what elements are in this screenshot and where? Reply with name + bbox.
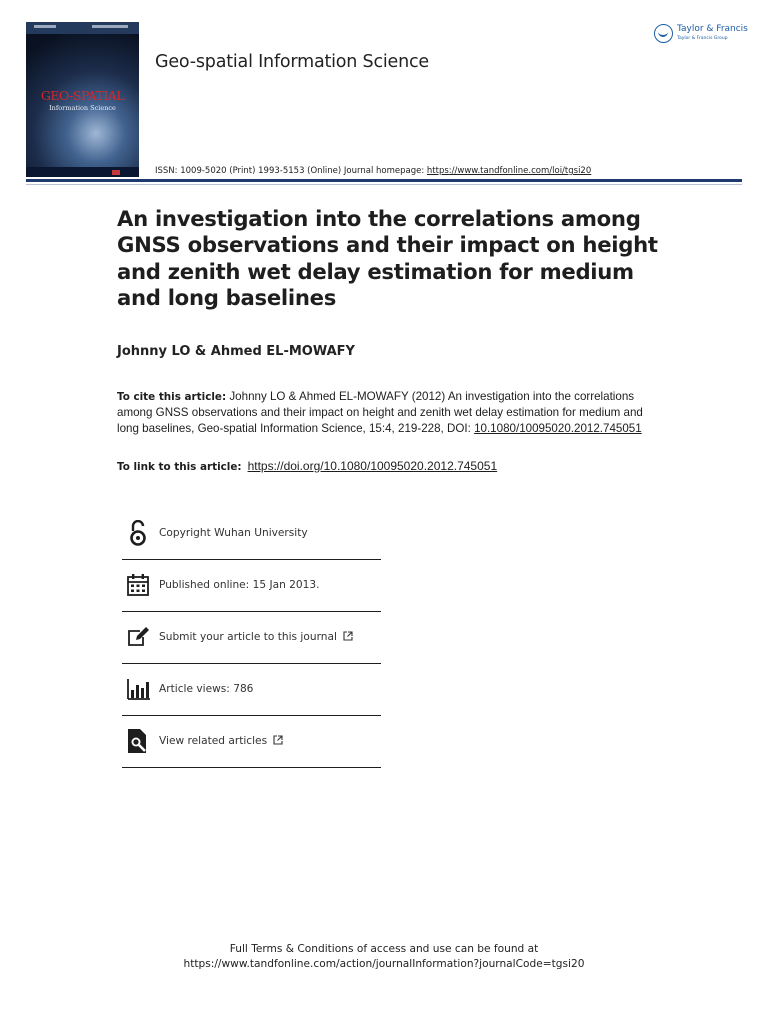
article-info-list: [122, 508, 381, 768]
related-articles-link[interactable]: View related articles: [159, 735, 283, 747]
cover-subtitle: Information Science: [49, 104, 116, 112]
article-link-line: [117, 459, 497, 473]
calendar-icon: [126, 572, 150, 598]
list-item-copyright: [122, 508, 381, 560]
header-divider: [26, 179, 742, 182]
list-item-published: [122, 560, 381, 612]
list-item-related[interactable]: [122, 716, 381, 768]
list-item-views: [122, 664, 381, 716]
terms-link[interactable]: https://www.tandfonline.com/action/journalInformation?journalCode=tgsi20: [183, 958, 585, 970]
terms-text: Full Terms & Conditions of access and use can be found at: [229, 943, 539, 955]
article-authors: Johnny LO & Ahmed EL-MOWAFY: [117, 344, 355, 359]
bar-chart-icon: [126, 676, 150, 702]
issn-text: ISSN: 1009-5020 (Print) 1993-5153 (Online) Journal homepage:: [155, 166, 425, 176]
open-access-lock-icon: [126, 520, 150, 546]
issn-line: [155, 166, 591, 176]
list-item-submit[interactable]: [122, 612, 381, 664]
external-link-icon: [273, 735, 283, 745]
article-views: Article views: 786: [159, 683, 254, 695]
citation-doi-link[interactable]: 10.1080/10095020.2012.745051: [474, 421, 642, 435]
article-title: An investigation into the correlations among GNSS observations and their impact on height and zenith wet delay estimation for medium and long baselines: [117, 206, 658, 310]
document-search-icon: [126, 728, 150, 754]
publisher-name: Taylor & Francis: [677, 24, 748, 34]
terms-footer: [0, 942, 768, 972]
submit-article-link[interactable]: Submit your article to this journal: [159, 631, 353, 643]
journal-homepage-link[interactable]: https://www.tandfonline.com/loi/tgsi20: [426, 166, 592, 176]
publisher-logo[interactable]: [654, 22, 746, 48]
journal-title: Geo-spatial Information Science: [155, 52, 429, 72]
taylor-francis-logo-icon: [654, 24, 673, 43]
citation-block: [117, 389, 647, 436]
link-label: To link to this article:: [117, 461, 242, 473]
cover-title: GEO-SPATIAL: [40, 88, 125, 103]
edit-icon: [126, 624, 150, 650]
article-doi-link[interactable]: https://doi.org/10.1080/10095020.2012.745051: [247, 459, 498, 473]
journal-cover-image: [26, 22, 139, 177]
copyright-text: Copyright Wuhan University: [159, 527, 308, 539]
external-link-icon: [343, 631, 353, 641]
published-date: Published online: 15 Jan 2013.: [159, 579, 320, 591]
header-divider-thin: [26, 184, 742, 185]
citation-label: To cite this article:: [117, 391, 227, 403]
citation-text: Johnny LO & Ahmed EL-MOWAFY (2012) An investigation into the correlations among GNSS observations and their impact on height and zenith wet delay estimation for medium and long baselines, Geo-spatial Information Science, 15:4, 219-228, DOI:: [117, 390, 643, 435]
publisher-group: Taylor & Francis Group: [677, 36, 728, 41]
